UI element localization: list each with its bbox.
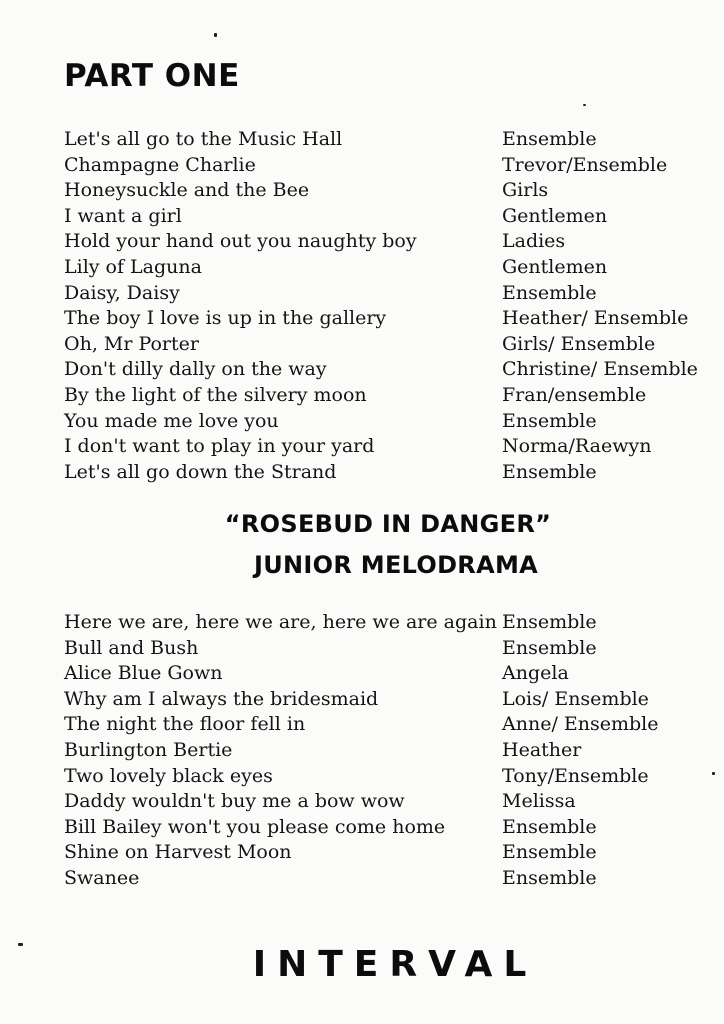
scan-speck xyxy=(712,772,715,775)
song-row xyxy=(64,178,704,204)
song-row xyxy=(64,840,704,866)
performer: Ensemble xyxy=(502,281,597,304)
performer: Ladies xyxy=(502,230,566,253)
song-row xyxy=(64,712,704,738)
performer: Lois/ Ensemble xyxy=(502,687,649,710)
song-title: Here we are, here we are, here we are again xyxy=(64,611,497,633)
song-title: Swanee xyxy=(64,866,140,889)
performer: Ensemble xyxy=(502,611,597,633)
song-title: Bull and Bush xyxy=(64,636,199,659)
song-row xyxy=(64,764,704,790)
melodrama-song-list xyxy=(64,610,704,892)
song-row xyxy=(64,255,704,281)
song-title: Daisy, Daisy xyxy=(64,281,180,304)
performer: Gentlemen xyxy=(502,255,608,278)
performer: Girls xyxy=(502,179,549,202)
song-title: Hold your hand out you naughty boy xyxy=(64,230,417,253)
melodrama-title: “ROSEBUD IN DANGER” xyxy=(224,510,552,538)
performer: Gentlemen xyxy=(502,204,608,227)
song-row xyxy=(64,789,704,815)
song-title: By the light of the silvery moon xyxy=(64,383,367,406)
part-one-song-list xyxy=(64,127,704,485)
performer: Fran/ensemble xyxy=(502,383,647,406)
song-title: Two lovely black eyes xyxy=(64,764,273,787)
song-title: The night the floor fell in xyxy=(64,713,306,736)
song-row xyxy=(64,153,704,179)
song-row xyxy=(64,357,704,383)
song-row xyxy=(64,281,704,307)
performer: Ensemble xyxy=(502,841,597,864)
performer: Ensemble xyxy=(502,815,597,838)
song-title: Let's all go to the Music Hall xyxy=(64,128,343,150)
song-row xyxy=(64,332,704,358)
song-title: Why am I always the bridesmaid xyxy=(64,687,379,710)
song-title: The boy I love is up in the gallery xyxy=(64,307,387,330)
song-title: Shine on Harvest Moon xyxy=(64,841,292,864)
song-title: Let's all go down the Strand xyxy=(64,460,337,483)
song-title: Lily of Laguna xyxy=(64,255,202,278)
performer: Norma/Raewyn xyxy=(502,435,652,458)
performer: Ensemble xyxy=(502,866,597,889)
song-row xyxy=(64,383,704,409)
performer: Angela xyxy=(502,662,569,685)
performer: Heather/ Ensemble xyxy=(502,307,689,330)
performer: Ensemble xyxy=(502,409,597,432)
song-title: Champagne Charlie xyxy=(64,153,256,176)
part-one-heading: PART ONE xyxy=(64,58,240,94)
performer: Tony/Ensemble xyxy=(502,764,649,787)
song-title: Honeysuckle and the Bee xyxy=(64,179,310,202)
melodrama-subtitle: JUNIOR MELODRAMA xyxy=(253,551,539,579)
song-row xyxy=(64,460,704,486)
song-row xyxy=(64,306,704,332)
song-title: You made me love you xyxy=(64,409,279,432)
performer: Ensemble xyxy=(502,128,597,150)
song-title: I want a girl xyxy=(64,204,182,227)
song-row xyxy=(64,127,704,153)
song-row xyxy=(64,661,704,687)
song-title: Daddy wouldn't buy me a bow wow xyxy=(64,790,405,813)
performer: Melissa xyxy=(502,790,576,813)
song-title: Don't dilly dally on the way xyxy=(64,358,327,381)
song-row xyxy=(64,636,704,662)
song-title: Burlington Bertie xyxy=(64,738,233,761)
song-row xyxy=(64,229,704,255)
performer: Heather xyxy=(502,738,582,761)
scan-speck xyxy=(18,943,23,946)
performer: Anne/ Ensemble xyxy=(502,713,659,736)
song-row xyxy=(64,738,704,764)
performer: Trevor/Ensemble xyxy=(502,153,668,176)
song-row xyxy=(64,687,704,713)
song-row xyxy=(64,204,704,230)
interval-heading: INTERVAL xyxy=(252,944,538,985)
performer: Ensemble xyxy=(502,460,597,483)
song-row xyxy=(64,409,704,435)
performer: Christine/ Ensemble xyxy=(502,358,698,381)
song-row xyxy=(64,815,704,841)
song-row xyxy=(64,610,704,636)
performer: Ensemble xyxy=(502,636,597,659)
song-title: I don't want to play in your yard xyxy=(64,435,375,458)
song-row xyxy=(64,434,704,460)
song-title: Oh, Mr Porter xyxy=(64,332,199,355)
song-title: Alice Blue Gown xyxy=(64,662,223,685)
song-title: Bill Bailey won't you please come home xyxy=(64,815,446,838)
performer: Girls/ Ensemble xyxy=(502,332,656,355)
scan-speck xyxy=(214,33,217,37)
scan-speck xyxy=(583,104,586,106)
song-row xyxy=(64,866,704,892)
